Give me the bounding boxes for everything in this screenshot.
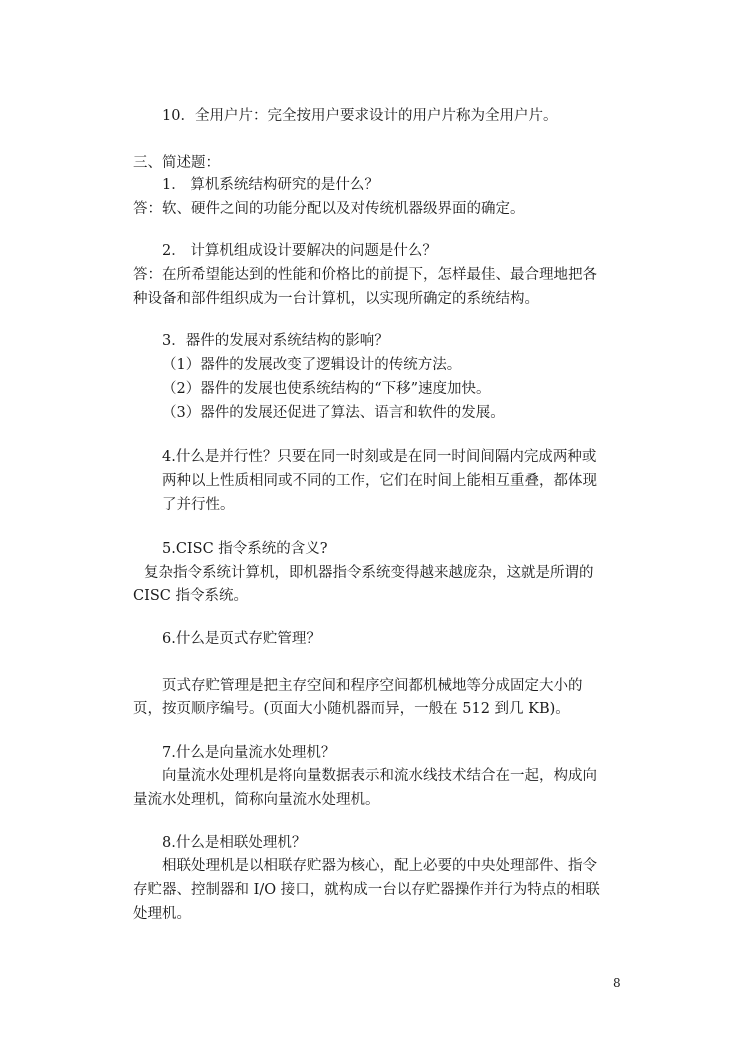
answer-7-line-2: 量流水处理机，简称向量流水处理机。 xyxy=(133,792,380,808)
question-6: 6.什么是页式存贮管理？ xyxy=(162,631,321,647)
answer-3-line-2: （2）器件的发展也使系统结构的“下移”速度加快。 xyxy=(162,381,491,397)
answer-1: 答：软、硬件之间的功能分配以及对传统机器级界面的确定。 xyxy=(133,201,525,217)
answer-8-line-2: 存贮器、控制器和 I/O 接口，就构成一台以存贮器操作并行为特点的相联 xyxy=(133,882,600,898)
question-7: 7.什么是向量流水处理机？ xyxy=(162,745,336,761)
question-5: 5.CISC 指令系统的含义? xyxy=(162,541,328,557)
question-2: 2． 计算机组成设计要解决的问题是什么？ xyxy=(162,243,437,259)
answer-6-line-1: 页式存贮管理是把主存空间和程序空间都机械地等分成固定大小的 xyxy=(162,678,583,694)
answer-2-line-2: 种设备和部件组织成为一台计算机，以实现所确定的系统结构。 xyxy=(133,291,539,307)
question-4-line-2: 两种以上性质相同或不同的工作，它们在时间上能相互重叠，都体现 xyxy=(162,473,597,489)
answer-8-line-3: 处理机。 xyxy=(133,906,191,922)
item-10: 10．全用户片：完全按用户要求设计的用户片称为全用户片。 xyxy=(162,108,558,124)
answer-8-line-1: 相联处理机是以相联存贮器为核心，配上必要的中央处理部件、指令 xyxy=(162,858,597,874)
answer-5-line-2: CISC 指令系统。 xyxy=(133,588,248,604)
question-3: 3．器件的发展对系统结构的影响？ xyxy=(162,333,389,349)
question-4-line-1: 4.什么是并行性？只要在同一时刻或是在同一时间间隔内完成两种或 xyxy=(162,449,597,465)
answer-3-line-3: （3）器件的发展还促进了算法、语言和软件的发展。 xyxy=(162,405,505,421)
question-1: 1． 算机系统结构研究的是什么？ xyxy=(162,177,379,193)
answer-5-line-1: 复杂指令系统计算机，即机器指令系统变得越来越庞杂，这就是所谓的 xyxy=(144,565,594,581)
answer-3-line-1: （1）器件的发展改变了逻辑设计的传统方法。 xyxy=(162,357,462,373)
question-8: 8.什么是相联处理机？ xyxy=(162,835,307,851)
page-number: 8 xyxy=(613,976,621,990)
answer-2-line-1: 答：在所希望能达到的性能和价格比的前提下，怎样最佳、最合理地把各 xyxy=(133,267,597,283)
section-title: 三、简述题： xyxy=(133,155,220,171)
answer-6-line-2: 页，按页顺序编号。(页面大小随机器而异，一般在 512 到几 KB)。 xyxy=(133,701,570,717)
question-4-line-3: 了并行性。 xyxy=(162,497,235,513)
answer-7-line-1: 向量流水处理机是将向量数据表示和流水线技术结合在一起，构成向 xyxy=(162,768,597,784)
